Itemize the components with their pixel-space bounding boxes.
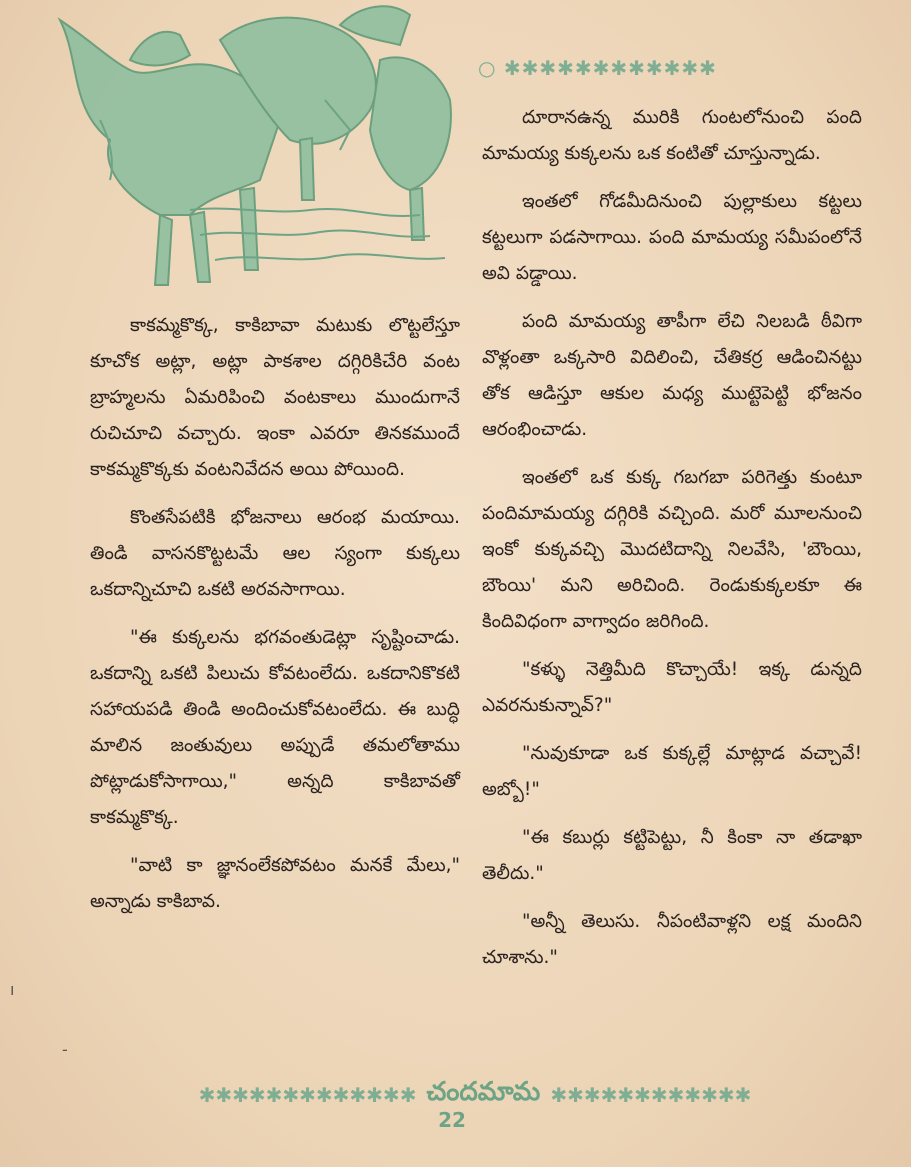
paragraph: "అన్నీ తెలుసు. నీపంటివాళ్లని లక్ష మందిని చూశాను." [482, 911, 862, 968]
paragraph: ఇంతలో ఒక కుక్క గబగబా పరిగెత్తు కుంటూ పందిమామయ్య దగ్గిరికి వచ్చింది. మరో మూలనుంచి ఇంకో కుక్కవచ్చి మొదటిదాన్ని నిలవేసి, 'బౌంయి, బౌంయి' మని అరిచింది. రెండుకుక్కలకూ ఈ కిందివిధంగా వాగ్వాదం జరిగింది. [482, 467, 862, 632]
left-column [90, 308, 460, 932]
footer-stars-left: ✱✱✱✱✱✱✱✱✱✱✱✱✱ [198, 1083, 417, 1107]
margin-mark: ı [10, 980, 15, 999]
magazine-brand: చందమామ [426, 1078, 541, 1107]
paragraph: "కళ్ళు నెత్తిమీది కొచ్చాయే! ఇక్క డున్నది ఎవరనుకున్నావ్?" [482, 659, 862, 716]
paragraph: కాకమ్మకొక్క, కాకిబావా మటుకు లొట్టలేస్తూ కూచోక అట్లా, అట్లా పాకశాల దగ్గిరికిచేరి వంట బ్రాహ్మలను ఏమరిపించి వంటకాలు ముందుగానే రుచిచూచి వచ్చారు. ఇంకా ఎవరూ తినకముందే కాకమ్మకొక్కకు వంటనివేదన అయి పోయింది. [90, 315, 460, 480]
header-ornament [478, 56, 858, 82]
paragraph: దూరానఉన్న మురికి గుంటలోనుంచి పంది మామయ్య కుక్కలను ఒక కంటితో చూస్తున్నాడు. [482, 107, 862, 164]
paragraph: పంది మామయ్య తాపీగా లేచి నిలబడి ఠీవిగా వొళ్లంతా ఒక్కసారి విదిలించి, చేతికర్ర ఆడించినట్టు తోక ఆడిస్తూ ఆకుల మధ్య ముట్టెపెట్టి భోజనం ఆరంభించాడు. [482, 311, 862, 440]
paragraph: "నువుకూడా ఒక కుక్కల్లే మాట్లాడ వచ్చావే! అబ్బో!" [482, 743, 862, 800]
paragraph: కొంతసేపటికి భోజనాలు ఆరంభ మయాయి. తిండి వాసనకొట్టటమే ఆల స్యంగా కుక్కలు ఒకదాన్నిచూచి ఒకటి అరవసాగాయి. [90, 507, 460, 600]
paragraph: "ఈ కుక్కలను భగవంతుడెట్లా సృష్టించాడు. ఒకదాన్ని ఒకటి పిలుచు కోవటంలేదు. ఒకదానికొకటి సహాయపడి తిండి అందించుకోవటంలేదు. ఈ బుద్ధి మాలిన జంతువులు అప్పుడే తమలోతాము పోట్లాడుకోసాగాయి," అన్నది కాకిబావతో కాకమ్మకొక్క. [90, 627, 460, 828]
footer-ornament [85, 1078, 865, 1112]
page-number: 22 [438, 1108, 466, 1132]
right-column [482, 100, 862, 988]
paragraph: "ఈ కబుర్లు కట్టిపెట్టు, నీ కింకా నా తడాఖా తెలీదు." [482, 827, 862, 884]
ornament-circle-icon: ○ [478, 56, 497, 80]
footer-stars-right: ✱✱✱✱✱✱✱✱✱✱✱✱ [550, 1083, 752, 1107]
paragraph: ఇంతలో గోడమీదినుంచి పుల్లాకులు కట్టలు కట్టలుగా పడసాగాయి. పంది మామయ్య సమీపంలోనే అవి పడ్డాయి. [482, 191, 862, 284]
paragraph: "వాటి కా జ్ఞానంలేకపోవటం మనకే మేలు," అన్నాడు కాకిబావ. [90, 855, 460, 912]
divider-stars: ✱✱✱✱✱✱✱✱✱✱✱✱ [503, 56, 717, 80]
margin-dash: - [62, 1040, 68, 1059]
goats-illustration [40, 0, 470, 300]
